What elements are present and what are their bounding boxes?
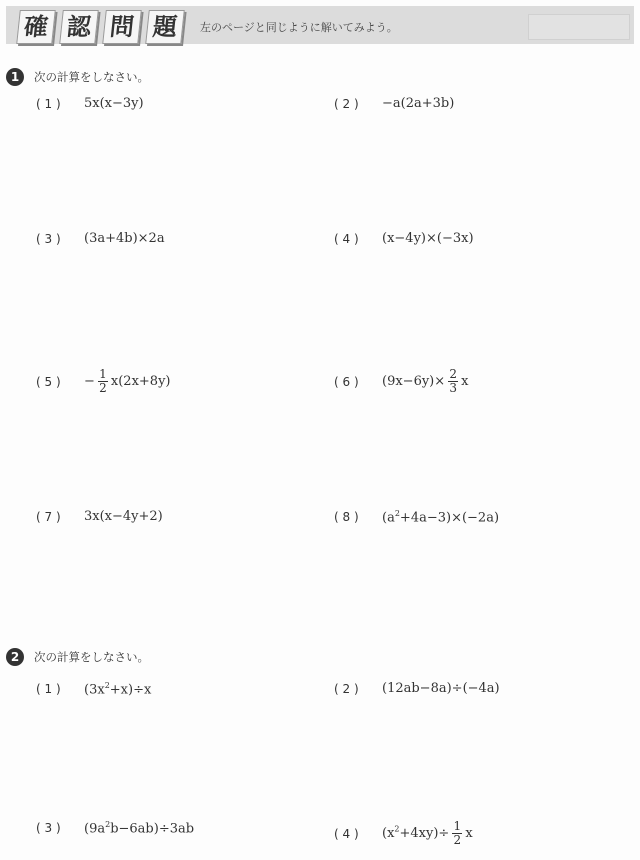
problem-expression — [84, 681, 151, 697]
instruction-text: 左のページと同じように解いてみよう。 — [200, 21, 398, 34]
expression-text: (a — [382, 510, 395, 526]
title-char: 確 — [16, 10, 56, 44]
section-number-badge: 2 — [6, 648, 24, 666]
problem-expression — [382, 681, 500, 696]
expression-text: (9x−6y)× — [382, 374, 446, 389]
expression-text: − — [84, 374, 95, 389]
problem-item — [334, 681, 500, 696]
problem-expression — [84, 231, 165, 246]
problem-label: ( 6 ) — [334, 374, 359, 389]
problem-expression — [382, 820, 473, 847]
section-header — [6, 648, 149, 666]
problem-expression — [382, 96, 454, 111]
problem-expression — [382, 509, 499, 525]
section-prompt: 次の計算をしなさい。 — [34, 70, 149, 84]
expression-text: 3x(x−4y+2) — [84, 509, 163, 524]
expression-text: +4a−3)×(−2a) — [399, 510, 500, 526]
problem-item — [36, 820, 194, 836]
problem-item — [334, 820, 473, 847]
problem-label: ( 3 ) — [36, 821, 61, 836]
expression-text: 5x(x−3y) — [84, 96, 144, 111]
fraction — [452, 820, 462, 847]
title-char: 認 — [59, 10, 99, 44]
expression-text: +x)÷x — [109, 682, 152, 698]
problem-label: ( 4 ) — [334, 826, 359, 841]
problem-item — [334, 509, 499, 525]
expression-text: x(2x+8y) — [110, 374, 171, 389]
expression-text: (9a — [84, 821, 106, 837]
expression-text: (3a+4b)×2a — [84, 231, 165, 246]
section-number-badge: 1 — [6, 68, 24, 86]
section-prompt: 次の計算をしなさい。 — [34, 650, 149, 664]
problem-item — [36, 509, 163, 524]
title-char: 題 — [145, 10, 185, 44]
problem-expression — [382, 368, 469, 395]
problem-item — [334, 96, 454, 111]
expression-text: (12ab−8a)÷(−4a) — [382, 681, 500, 696]
problem-label: ( 2 ) — [334, 96, 359, 111]
problem-expression — [84, 509, 163, 524]
expression-text: x — [461, 374, 469, 389]
numerator: 1 — [453, 819, 462, 833]
problem-expression — [84, 96, 144, 111]
denominator: 2 — [99, 381, 107, 395]
expression-text: +4xy)÷ — [399, 826, 450, 841]
fraction — [448, 368, 458, 395]
expression-text: x — [465, 826, 473, 841]
problem-label: ( 2 ) — [334, 681, 359, 696]
problem-label: ( 5 ) — [36, 374, 61, 389]
problem-item — [36, 231, 165, 246]
numerator: 1 — [99, 367, 107, 381]
denominator: 2 — [453, 833, 462, 847]
problem-expression — [84, 820, 194, 836]
problem-label: ( 1 ) — [36, 682, 61, 697]
problem-item — [36, 96, 144, 111]
fraction — [98, 368, 108, 395]
problem-label: ( 4 ) — [334, 231, 359, 246]
section-header — [6, 68, 149, 86]
expression-text: (x−4y)×(−3x) — [382, 231, 474, 246]
problem-label: ( 3 ) — [36, 231, 61, 246]
problem-item — [36, 681, 151, 697]
exponent: 2 — [104, 681, 110, 690]
problem-label: ( 8 ) — [334, 510, 359, 525]
problem-label: ( 1 ) — [36, 96, 61, 111]
exponent: 2 — [105, 820, 111, 829]
title-char: 問 — [102, 10, 142, 44]
problem-expression — [382, 231, 474, 246]
problem-label: ( 7 ) — [36, 509, 61, 524]
numerator: 2 — [449, 367, 457, 381]
faded-badge — [528, 14, 630, 40]
problem-expression — [84, 368, 171, 395]
problem-item — [36, 368, 171, 395]
exponent: 2 — [394, 824, 400, 834]
expression-text: b−6ab)÷3ab — [110, 821, 195, 837]
denominator: 3 — [449, 381, 457, 395]
expression-text: (3x — [84, 682, 105, 698]
expression-text: (x — [382, 826, 395, 841]
problem-item — [334, 231, 474, 246]
expression-text: −a(2a+3b) — [382, 96, 455, 111]
problem-item — [334, 368, 469, 395]
exponent: 2 — [394, 509, 400, 518]
